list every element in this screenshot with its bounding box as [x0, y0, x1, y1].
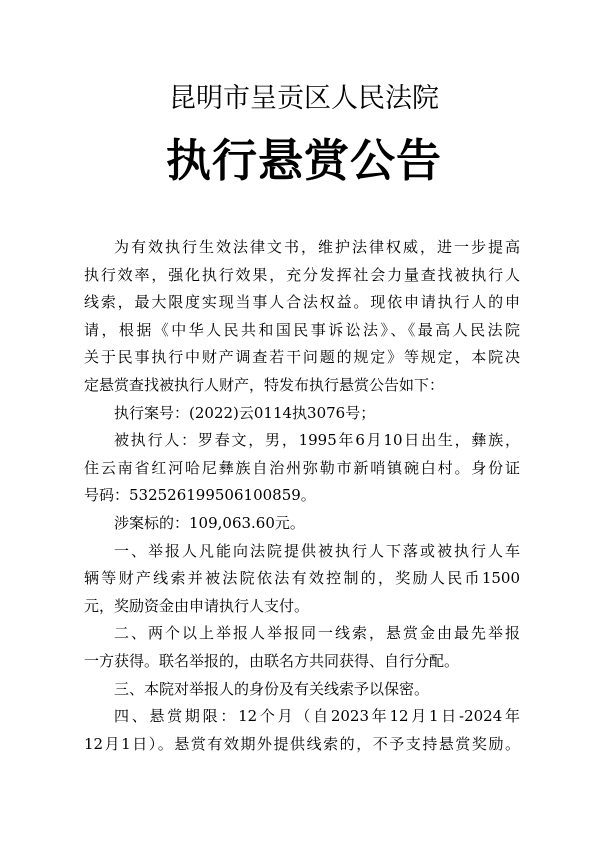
text-line: 为有效执行生效法律文书，维护法律权威，进一步提高: [114, 238, 520, 256]
rule-1-paragraph: [84, 538, 520, 621]
text-line: 线索，最大限度实现当事人合法权益。现依申请执行人的申: [84, 293, 520, 312]
respondent-paragraph: [84, 427, 520, 510]
text-line: 元，奖励资金由申请执行人支付。: [84, 596, 310, 615]
text-line: 12月1日）。悬赏有效期外提供线索的，不予支持悬赏奖励。: [84, 734, 520, 753]
rule-2-paragraph: [84, 620, 520, 675]
notice-title: 执行悬赏公告: [165, 134, 442, 187]
text-line: 定悬赏查找被执行人财产，特发布执行悬赏公告如下：: [84, 375, 445, 394]
rule-3-paragraph: [84, 676, 520, 704]
text-line: 执行案号：(2022)云0114执3076号；: [114, 403, 376, 422]
text-line: 二、两个以上举报人举报同一线索，悬赏金由最先举报: [114, 624, 520, 643]
court-name: 昆明市呈贡区人民法院: [169, 83, 439, 114]
text-line: 三、本院对举报人的身份及有关线索予以保密。: [114, 679, 430, 698]
notice-body: [84, 234, 520, 758]
text-line: 涉案标的：109,063.60元。: [114, 513, 305, 532]
text-line: 关于民事执行中财产调查若干问题的规定》等规定，本院决: [84, 348, 520, 367]
case-number-paragraph: [84, 400, 520, 428]
text-line: 四、悬赏期限：12个月（自2023年12月1日-2024年: [114, 707, 520, 726]
intro-paragraph: [84, 234, 520, 400]
amount-paragraph: [84, 510, 520, 538]
text-line: 辆等财产线索并被法院依法有效控制的，奖励人民币1500: [84, 569, 520, 588]
text-line: 一、举报人凡能向法院提供被执行人下落或被执行人车: [114, 541, 520, 560]
text-line: 被执行人：罗春文，男，1995年6月10日出生，彝族，: [114, 431, 520, 450]
text-line: 号码：532526199506100859。: [84, 486, 316, 505]
text-line: 执行效率，强化执行效果，充分发挥社会力量查找被执行人: [84, 265, 520, 284]
text-line: 住云南省红河哈尼彝族自治州弥勒市新哨镇碗白村。身份证: [84, 458, 520, 477]
text-line: 请，根据《中华人民共和国民事诉讼法》、《最高人民法院: [84, 320, 520, 339]
text-line: 一方获得。联名举报的，由联名方共同获得、自行分配。: [84, 651, 460, 670]
rule-4-paragraph: [84, 703, 520, 758]
